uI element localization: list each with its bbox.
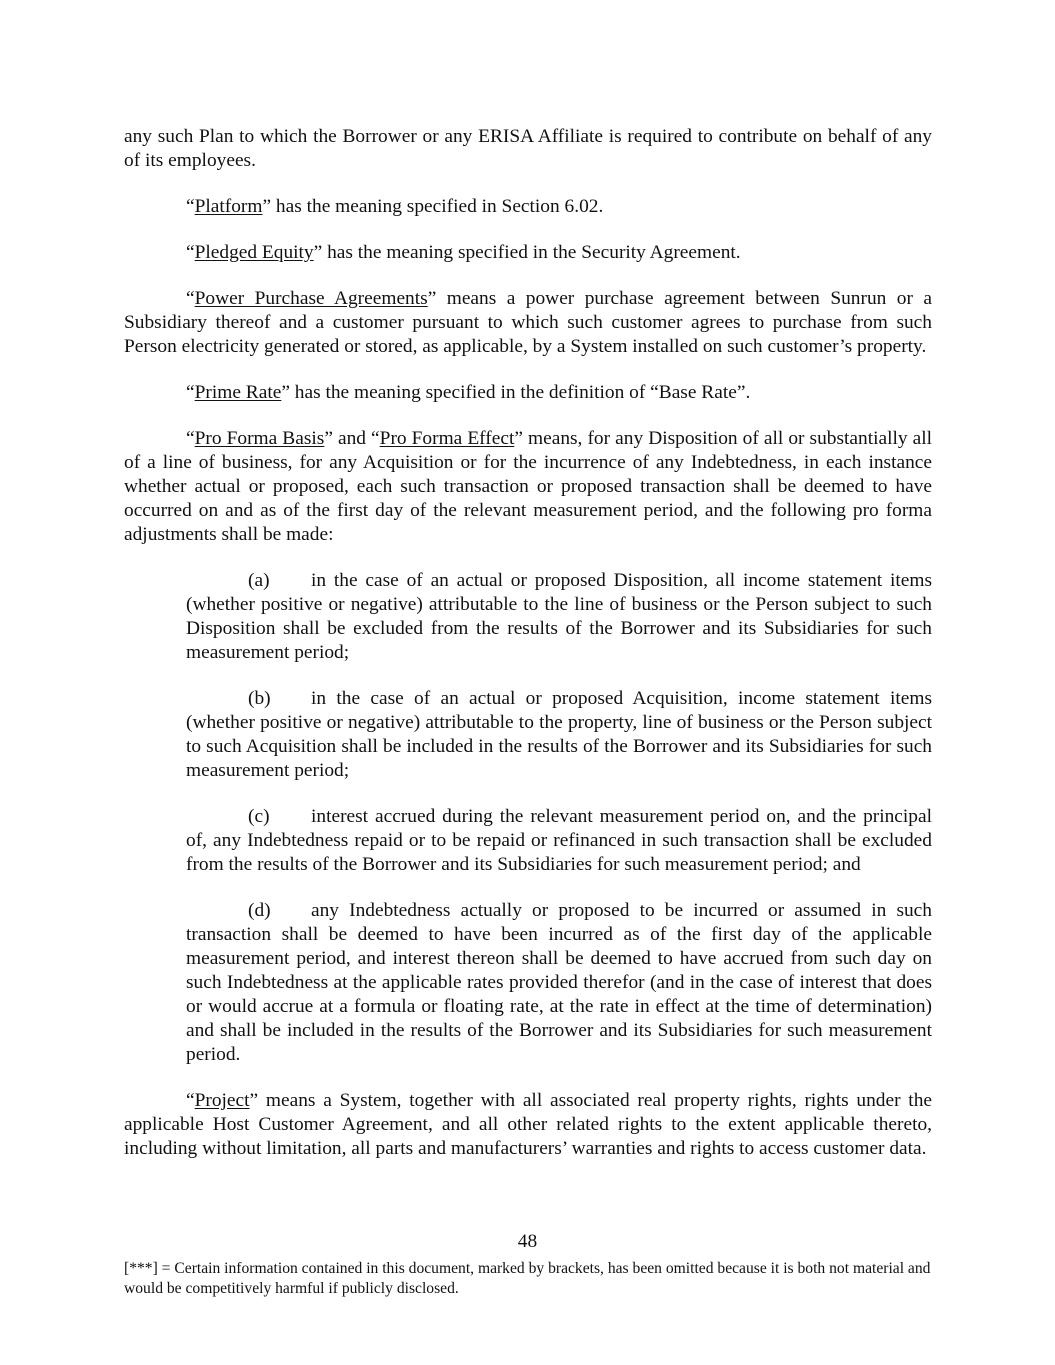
clause-text: in the case of an actual or proposed Acquisition, income statement items (whether positive or negative) attributable to the property, line of business or the Person subject to such Acquisition shall be included in the results of the Borrower and its Subsidiaries for such measurement period; — [186, 688, 932, 781]
open-quote: “ — [186, 428, 195, 449]
redaction-footnote: [***] = Certain information contained in this document, marked by brackets, has been omitted because it is both not material and would be competitively harmful if publicly disclosed. — [124, 1260, 931, 1297]
defined-term: Pro Forma Effect — [379, 428, 515, 449]
definition-text: ” has the meaning specified in Section 6.02. — [262, 196, 604, 217]
definition-prime-rate — [124, 381, 932, 405]
clause-label: (a) — [248, 570, 270, 591]
open-quote: “ — [186, 382, 195, 403]
clause-text: interest accrued during the relevant measurement period on, and the principal of, any Indebtedness repaid or to be repaid or refinanced in such transaction shall be excluded from the results of the Borrower and its Subsidiaries for such measurement period; and — [186, 806, 932, 875]
definition-project — [124, 1089, 932, 1161]
page-number: 48 — [517, 1231, 538, 1252]
definition-text: ” has the meaning specified in the Security Agreement. — [313, 242, 741, 263]
document-page — [124, 125, 932, 1183]
defined-term: Pledged Equity — [194, 242, 314, 263]
open-quote: “ — [186, 288, 195, 309]
open-quote: “ — [186, 196, 195, 217]
clause-label: (c) — [248, 806, 270, 827]
definition-pledged-equity — [124, 241, 932, 265]
defined-term: Project — [194, 1090, 250, 1111]
definition-text: ” means a power purchase agreement between Sunrun or a Subsidiary thereof and a customer pursuant to which such customer agrees to purchase from such Person electricity generated or stored, as applicable, by a System installed on such customer’s property. — [124, 288, 933, 357]
definition-text: ” means a System, together with all associated real property rights, rights under the applicable Host Customer Agreement, and all other related rights to the extent applicable thereto, including without limitation, all parts and manufacturers’ warranties and rights to access customer data. — [124, 1090, 932, 1159]
clause-text: in the case of an actual or proposed Disposition, all income statement items (whether positive or negative) attributable to the line of business or the Person subject to such Disposition shall be excluded from the results of the Borrower and its Subsidiaries for such measurement period; — [186, 570, 932, 663]
term-joiner: ” and “ — [324, 428, 380, 449]
definition-platform — [124, 195, 932, 219]
defined-term: Prime Rate — [194, 382, 282, 403]
clause-text: any Indebtedness actually or proposed to be incurred or assumed in such transaction shall be deemed to have been incurred as of the first day of the applicable measurement period, and interest thereon shall be deemed to have accrued from such day on such Indebtedness at the applicable rates provided therefor (and in the case of interest that does or would accrue at a formula or floating rate, at the rate in effect at the time of determination) and shall be included in the results of the Borrower and its Subsidiaries for such measurement period. — [186, 900, 932, 1065]
clause-c — [186, 805, 932, 877]
clause-label: (d) — [248, 900, 271, 921]
definition-text: ” has the meaning specified in the definition of “Base Rate”. — [281, 382, 751, 403]
definition-text: ” means, for any Disposition of all or substantially all of a line of business, for any Acquisition or for the incurrence of any Indebtedness, in each instance whether actual or proposed, each such transaction or proposed transaction shall be deemed to have occurred on and as of the first day of the relevant measurement period, and the following pro forma adjustments shall be made: — [124, 428, 933, 545]
open-quote: “ — [186, 1090, 195, 1111]
clause-b — [186, 687, 932, 783]
clause-label: (b) — [248, 688, 271, 709]
continuation-paragraph: any such Plan to which the Borrower or any ERISA Affiliate is required to contribute on behalf of any of its employees. — [124, 126, 932, 171]
definition-pro-forma — [124, 427, 932, 547]
definition-power-purchase-agreements — [124, 287, 932, 359]
defined-term: Platform — [194, 196, 263, 217]
clause-a — [186, 569, 932, 665]
open-quote: “ — [186, 242, 195, 263]
defined-term: Pro Forma Basis — [194, 428, 325, 449]
clause-d — [186, 899, 932, 1067]
defined-term: Power Purchase Agreements — [194, 288, 428, 309]
